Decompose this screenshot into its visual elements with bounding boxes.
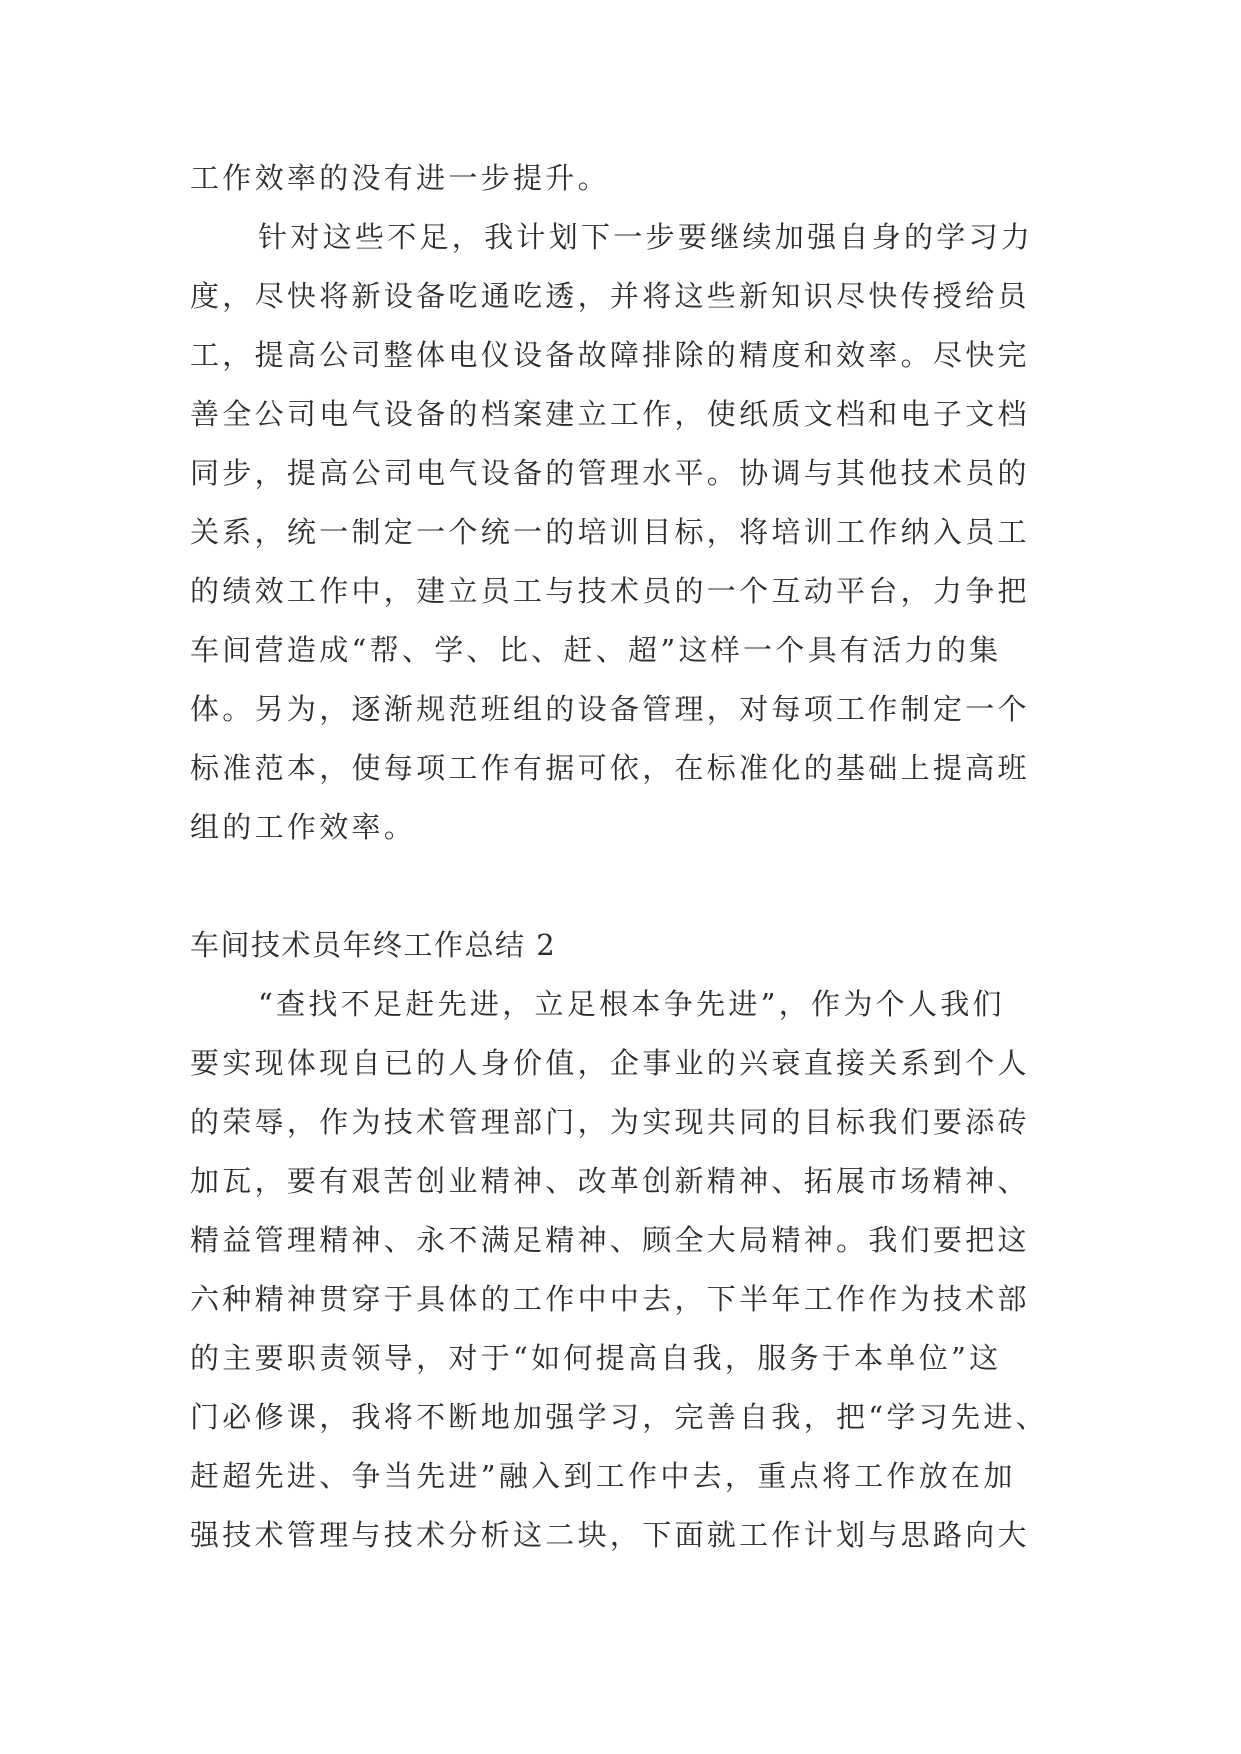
- paragraph-3-line: 要实现体现自已的人身价值，企事业的兴衰直接关系到个人: [190, 1046, 1030, 1080]
- paragraph-2-line: 标准范本，使每项工作有据可依，在标准化的基础上提高班: [190, 751, 1030, 785]
- paragraph-2-line: 同步，提高公司电气设备的管理水平。协调与其他技术员的: [190, 456, 1030, 490]
- paragraph-2-line: 度，尽快将新设备吃通吃透，并将这些新知识尽快传授给员: [190, 279, 1030, 313]
- paragraph-2-line: 善全公司电气设备的档案建立工作，使纸质文档和电子文档: [190, 397, 1030, 431]
- paragraph-2-line: 工，提高公司整体电仪设备故障排除的精度和效率。尽快完: [190, 338, 1030, 372]
- paragraph-2-line: 组的工作效率。: [190, 810, 417, 844]
- paragraph-2-line: 针对这些不足，我计划下一步要继续加强自身的学习力: [258, 220, 1034, 254]
- paragraph-2-line: 的绩效工作中，建立员工与技术员的一个互动平台，力争把: [190, 574, 1030, 608]
- paragraph-2-line: 体。另为，逐渐规范班组的设备管理，对每项工作制定一个: [190, 692, 1030, 726]
- paragraph-3-line: 的荣辱，作为技术管理部门，为实现共同的目标我们要添砖: [190, 1105, 1030, 1139]
- paragraph-3-line: “查找不足赶先进，立足根本争先进”，作为个人我们: [258, 987, 1005, 1021]
- document-body: [190, 158, 1070, 1574]
- section-title: 车间技术员年终工作总结 2: [190, 928, 557, 962]
- paragraph-3-line: 六种精神贯穿于具体的工作中中去，下半年工作作为技术部: [190, 1282, 1030, 1316]
- paragraph-3-line: 加瓦，要有艰苦创业精神、改革创新精神、拓展市场精神、: [190, 1164, 1030, 1198]
- paragraph-1-line: 工作效率的没有进一步提升。: [190, 161, 610, 195]
- paragraph-2-line: 关系，统一制定一个统一的培训目标，将培训工作纳入员工: [190, 515, 1030, 549]
- paragraph-3-line: 的主要职责领导，对于“如何提高自我，服务于本单位”这: [190, 1341, 1002, 1375]
- section-spacer: [190, 866, 1070, 925]
- paragraph-3-line: 门必修课，我将不断地加强学习，完善自我，把“学习先进、: [190, 1400, 1048, 1434]
- paragraph-2-line: 车间营造成“帮、学、比、赶、超”这样一个具有活力的集: [190, 633, 1002, 667]
- paragraph-3-line: 精益管理精神、永不满足精神、顾全大局精神。我们要把这: [190, 1223, 1030, 1257]
- paragraph-3-line: 赶超先进、争当先进”融入到工作中去，重点将工作放在加: [190, 1459, 1016, 1493]
- paragraph-3-line: 强技术管理与技术分析这二块，下面就工作计划与思路向大: [190, 1518, 1030, 1552]
